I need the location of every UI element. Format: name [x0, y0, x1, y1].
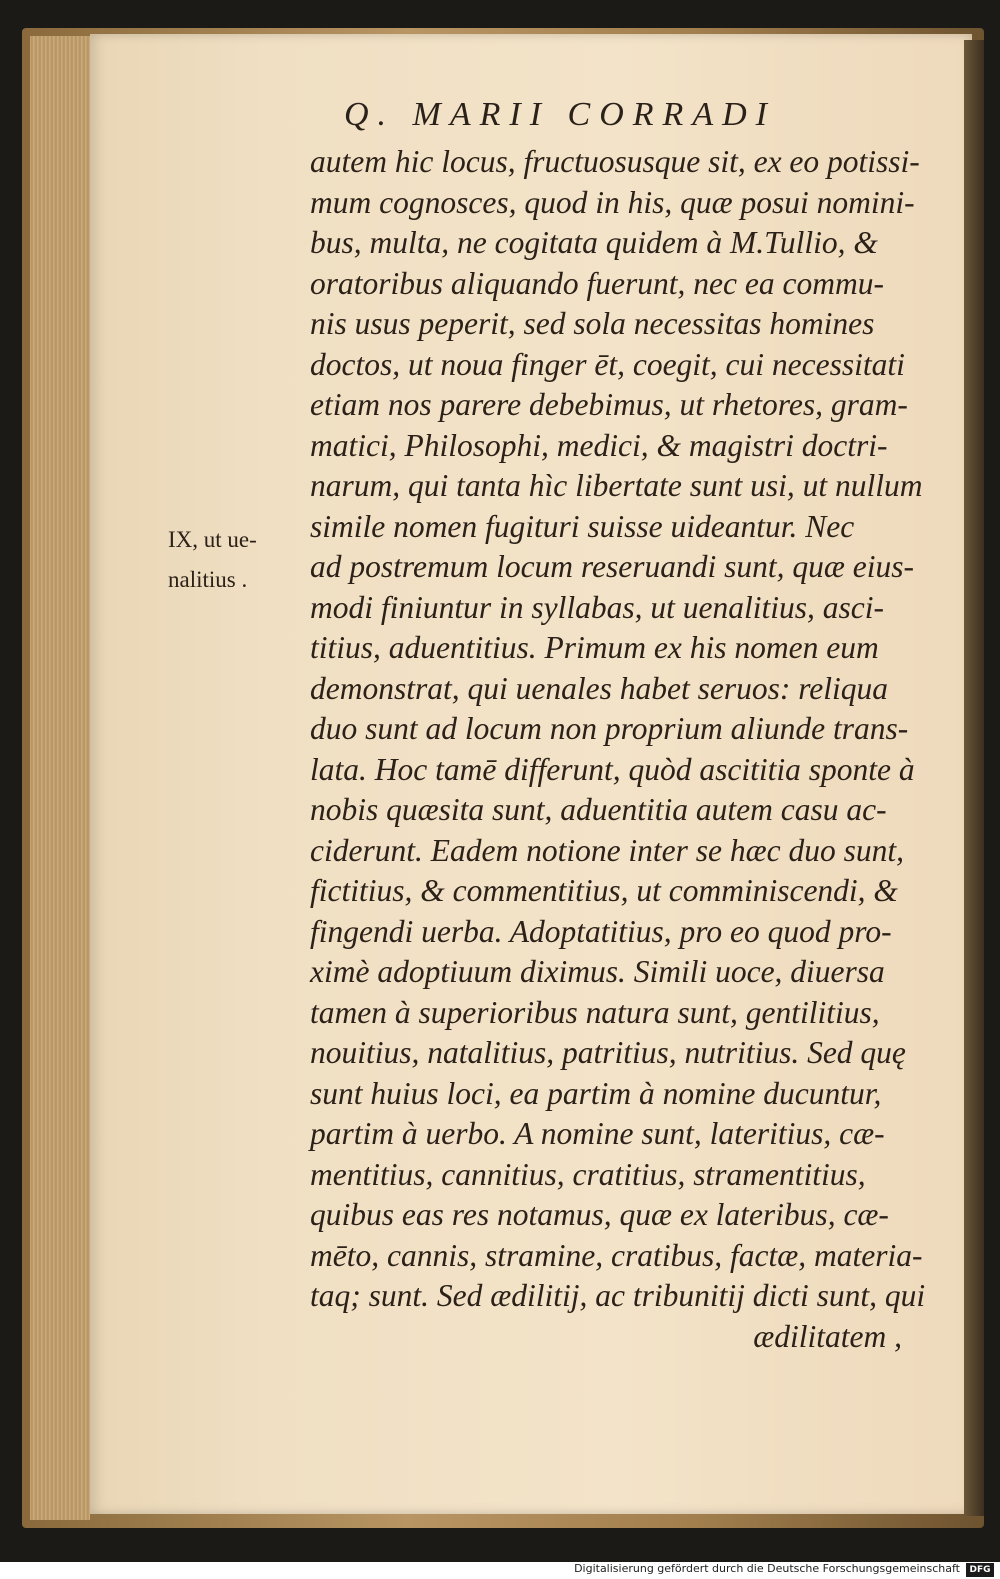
marginal-note	[168, 520, 308, 600]
digitization-credit: Digitalisierung gefördert durch die Deutsche Forschungsgemeinschaft	[574, 1562, 960, 1575]
page-fore-edge	[30, 36, 90, 1520]
text-line: sunt huius loci, ea partim à nomine ducuntur,	[310, 1075, 882, 1111]
text-line: doctos, ut noua finger ēt, coegit, cui necessitati	[310, 346, 905, 382]
text-line: ciderunt. Eadem notione inter se hæc duo sunt,	[310, 832, 905, 868]
text-line: lata. Hoc tamē differunt, quòd ascititia sponte à	[310, 751, 915, 787]
text-line: modi finiuntur in syllabas, ut uenalitius, asci-	[310, 589, 884, 625]
text-line: demonstrat, qui uenales habet seruos: reliqua	[310, 670, 889, 706]
text-line: mentitius, cannitius, cratitius, stramentitius,	[310, 1156, 866, 1192]
text-line: quibus eas res notamus, quæ ex lateribus, cæ-	[310, 1197, 889, 1232]
text-line: ximè adoptiuum diximus. Simili uoce, diuersa	[310, 954, 885, 989]
text-line: partim à uerbo. A nomine sunt, lateritius, cæ-	[310, 1116, 885, 1151]
text-line: tamen à superioribus natura sunt, gentilitius,	[310, 994, 880, 1030]
text-line: fictitius, & commentitius, ut comminiscendi, &	[310, 873, 898, 908]
text-line: bus, multa, ne cogitata quidem à M.Tullio, &	[310, 225, 878, 260]
library-stamp	[352, 1374, 442, 1396]
running-head: Q. MARII CORRADI	[344, 96, 776, 133]
catchword: ædilitatem ,	[753, 1318, 902, 1354]
text-line: fingendi uerba. Adoptatitius, pro eo quod pro-	[310, 913, 892, 949]
text-line: autem hic locus, fructuosusque sit, ex eo potissi-	[310, 144, 920, 179]
text-line: ad postremum locum reseruandi sunt, quæ eius-	[310, 549, 915, 584]
text-line: etiam nos parere debebimus, ut rhetores, gram-	[310, 387, 908, 422]
gutter-shadow	[964, 40, 984, 1516]
text-line: simile nomen fugituri suisse uideantur. Nec	[310, 508, 855, 544]
text-line: mum cognosces, quod in his, quæ posui nomini-	[310, 184, 915, 220]
dfg-logo: DFG	[966, 1563, 994, 1577]
text-line: matici, Philosophi, medici, & magistri doctri-	[310, 427, 888, 463]
marginal-note-line: IX, ut ue-	[168, 527, 257, 552]
text-line: oratoribus aliquando fuerunt, nec ea commu-	[310, 265, 884, 301]
text-line: narum, qui tanta hìc libertate sunt usi, ut nullum	[310, 468, 923, 503]
text-line: titius, aduentitius. Primum ex his nomen eum	[310, 630, 879, 665]
text-line: mēto, cannis, stramine, cratibus, factæ, materia-	[310, 1237, 923, 1273]
marginal-note-line: nalitius .	[168, 567, 248, 592]
text-line: taq; sunt. Sed ædilitij, ac tribunitij dicti sunt, qui	[310, 1278, 926, 1313]
body-text	[310, 142, 950, 1357]
text-line: duo sunt ad locum non proprium aliunde trans-	[310, 711, 909, 746]
text-line: nis usus peperit, sed sola necessitas homines	[310, 306, 875, 341]
text-line: nouitius, natalitius, patritius, nutritius. Sed quę	[310, 1035, 906, 1070]
text-line: nobis quæsita sunt, aduentitia autem casu ac-	[310, 792, 887, 827]
